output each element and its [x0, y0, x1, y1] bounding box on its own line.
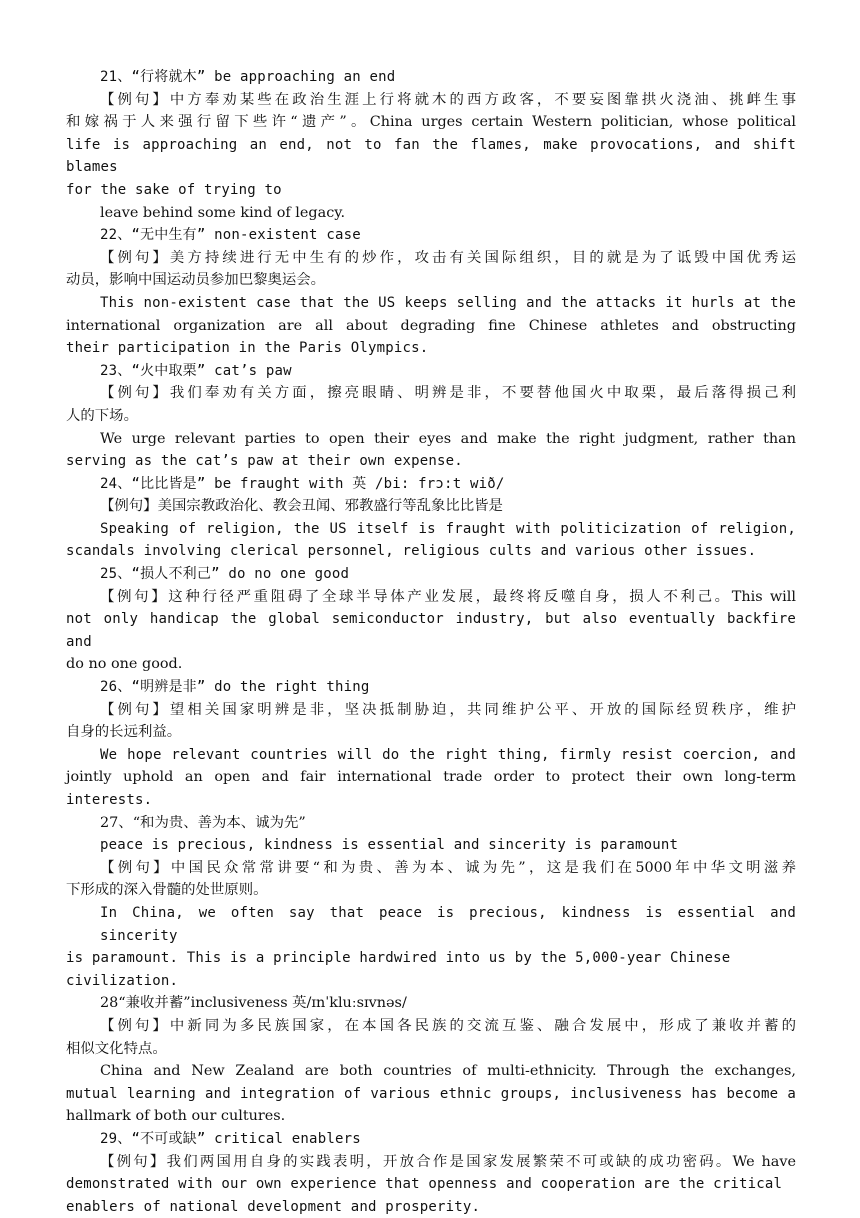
document-body — [66, 66, 796, 1218]
text-line: 【例句】中方奉劝某些在政治生涯上行将就木的西方政客，不要妄图靠拱火浇油、挑衅生事 — [100, 91, 796, 108]
text-line: life is approaching an end, not to fan the flames, make provocations, and shift blames — [66, 136, 796, 176]
text-line: 人的下场。 — [66, 407, 138, 424]
text-line: 【例句】中新同为多民族国家，在本国各民族的交流互鉴、融合发展中，形成了兼收并蓄的 — [100, 1017, 796, 1034]
text-line: leave behind some kind of legacy. — [100, 204, 346, 221]
text-line: serving as the cat’s paw at their own expense. — [66, 453, 463, 470]
text-line: We urge relevant parties to open their eyes and make the right judgment, rather than — [100, 430, 796, 447]
text-line: China and New Zealand are both countries of multi-ethnicity. Through the exchanges, — [100, 1063, 796, 1080]
text-line: This non-existent case that the US keeps selling and the attacks it hurls at the — [100, 294, 796, 311]
text-line: 自身的长远利益。 — [66, 724, 182, 741]
text-line: 27、“和为贵、善为本、诚为先” — [100, 814, 306, 831]
text-line: civilization. — [66, 972, 179, 989]
text-line: 下形成的深入骨髓的处世原则。 — [66, 882, 268, 899]
text-line: In China, we often say that peace is precious, kindness is essential and sincerity — [100, 904, 796, 944]
text-line: jointly uphold an open and fair international trade order to protect their own long-term — [66, 769, 796, 786]
text-line: 相似文化特点。 — [66, 1040, 167, 1057]
text-line: We hope relevant countries will do the right thing, firmly resist coercion, and — [100, 746, 796, 763]
text-line: hallmark of both our cultures. — [66, 1108, 286, 1125]
text-line: demonstrated with our own experience that openness and cooperation are the critical — [66, 1176, 783, 1193]
text-line: for the sake of trying to — [66, 181, 282, 198]
text-line: 【例句】望相关国家明辨是非，坚决抵制胁迫，共同维护公平、开放的国际经贸秩序，维护 — [100, 701, 796, 718]
text-line: 25、“损人不利己” do no one good — [100, 566, 350, 583]
text-line: 【例句】这种行径严重阻碍了全球半导体产业发展，最终将反噬自身，损人不利己。This will — [100, 588, 796, 605]
text-line: scandals involving clerical personnel, religious cults and various other issues. — [66, 543, 757, 560]
text-line: not only handicap the global semiconductor industry, but also eventually backfire and — [66, 611, 796, 650]
text-line: 和嫁祸于人来强行留下些许“遗产”。China urges certain Western politician, whose political — [66, 114, 796, 131]
text-line: interests. — [66, 792, 153, 808]
text-line: peace is precious, kindness is essential and sincerity is paramount — [100, 837, 679, 854]
text-line: 24、“比比皆是” be fraught with 英 /bi: frɔ:t wið/ — [100, 475, 505, 492]
text-line: 【例句】美国宗教政治化、教会丑闻、邪教盛行等乱象比比皆是 — [100, 498, 503, 515]
text-line: 动员，影响中国运动员参加巴黎奥运会。 — [66, 272, 326, 289]
text-line: 29、“不可或缺” critical enablers — [100, 1130, 361, 1147]
text-line: 23、“火中取栗” cat’s paw — [100, 362, 292, 379]
text-line: their participation in the Paris Olympics. — [66, 340, 429, 357]
text-line: is paramount. This is a principle hardwired into us by the 5,000-year Chinese — [66, 950, 731, 967]
text-line: 21、“行将就木” be approaching an end — [100, 69, 396, 85]
text-line: Speaking of religion, the US itself is fraught with politicization of religion, — [100, 520, 796, 537]
text-line: 22、“无中生有” non-existent case — [100, 227, 361, 244]
text-line: 【例句】中国民众常常讲要“和为贵、善为本、诚为先”，这是我们在5000年中华文明滋养 — [100, 859, 796, 876]
text-line: mutual learning and integration of various ethnic groups, inclusiveness has become a — [66, 1085, 796, 1102]
text-line: 【例句】我们两国用自身的实践表明，开放合作是国家发展繁荣不可或缺的成功密码。We have — [100, 1153, 796, 1170]
text-line: 28“兼收并蓄”inclusiveness 英/ɪnˈkluːsɪvnəs/ — [100, 995, 407, 1012]
text-line: 26、“明辨是非” do the right thing — [100, 679, 370, 696]
text-line: international organization are all about degrading fine Chinese athletes and obstructing — [66, 317, 796, 334]
text-line: 【例句】我们奉劝有关方面，擦亮眼睛、明辨是非，不要替他国火中取栗，最后落得损己利 — [100, 385, 796, 402]
text-line: do no one good. — [66, 656, 183, 673]
text-line: enablers of national development and prosperity. — [66, 1198, 481, 1215]
text-line: 【例句】美方持续进行无中生有的炒作，攻击有关国际组织，目的就是为了诋毁中国优秀运 — [100, 249, 796, 266]
